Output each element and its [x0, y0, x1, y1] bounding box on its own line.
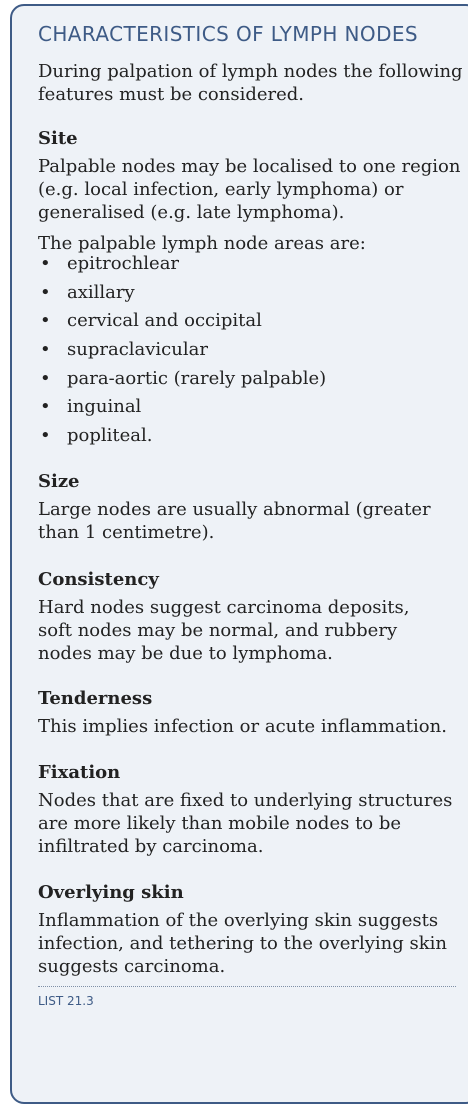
list-item — [38, 425, 326, 454]
consistency-text: Hard nodes suggest carcinoma deposits, soft nodes may be normal, and rubbery nodes may be due to lymphoma. — [38, 597, 410, 664]
intro-text: During palpation of lymph nodes the following features must be considered. — [38, 61, 463, 105]
site-list-intro: The palpable lymph node areas are: — [38, 233, 366, 254]
list-item-label: axillary — [67, 281, 135, 303]
bullet-icon: • — [40, 310, 51, 332]
fixation-text: Nodes that are fixed to underlying structures are more likely than mobile nodes to be infiltrated by carcinoma. — [38, 790, 453, 857]
tenderness-text: This implies infection or acute inflammation. — [38, 716, 447, 737]
list-item-label: popliteal. — [67, 425, 153, 447]
node-areas-list — [38, 253, 326, 454]
list-item-label: epitrochlear — [67, 253, 180, 274]
consistency-heading: Consistency — [38, 569, 159, 590]
footer-divider — [38, 986, 456, 987]
bullet-icon: • — [40, 425, 51, 447]
list-item — [38, 310, 326, 339]
site-text: Palpable nodes may be localised to one region (e.g. local infection, early lymphoma) or generalised (e.g. late lymphoma). — [38, 156, 461, 223]
list-item — [38, 339, 326, 368]
site-heading: Site — [38, 128, 78, 149]
list-item — [38, 253, 326, 282]
bullet-icon: • — [40, 281, 51, 303]
list-item-label: inguinal — [67, 396, 142, 418]
bullet-icon: • — [40, 367, 51, 389]
tenderness-heading: Tenderness — [38, 688, 153, 709]
list-item — [38, 282, 326, 311]
bullet-icon: • — [40, 253, 51, 274]
bullet-icon: • — [40, 396, 51, 418]
fixation-heading: Fixation — [38, 762, 121, 783]
list-label: LIST 21.3 — [38, 994, 94, 1008]
list-item — [38, 396, 326, 425]
bullet-icon: • — [40, 339, 51, 361]
list-item-label: para-aortic (rarely palpable) — [67, 367, 327, 389]
overlying-skin-text: Inflammation of the overlying skin suggests infection, and tethering to the overlying skin suggests carcinoma. — [38, 910, 448, 977]
size-heading: Size — [38, 471, 80, 492]
list-item-label: cervical and occipital — [67, 310, 262, 332]
overlying-skin-heading: Overlying skin — [38, 882, 184, 903]
size-text: Large nodes are usually abnormal (greater than 1 centimetre). — [38, 499, 431, 543]
list-item — [38, 368, 326, 397]
list-item-label: supraclavicular — [67, 339, 208, 361]
list-box — [10, 4, 468, 1104]
list-title: CHARACTERISTICS OF LYMPH NODES — [38, 22, 418, 46]
